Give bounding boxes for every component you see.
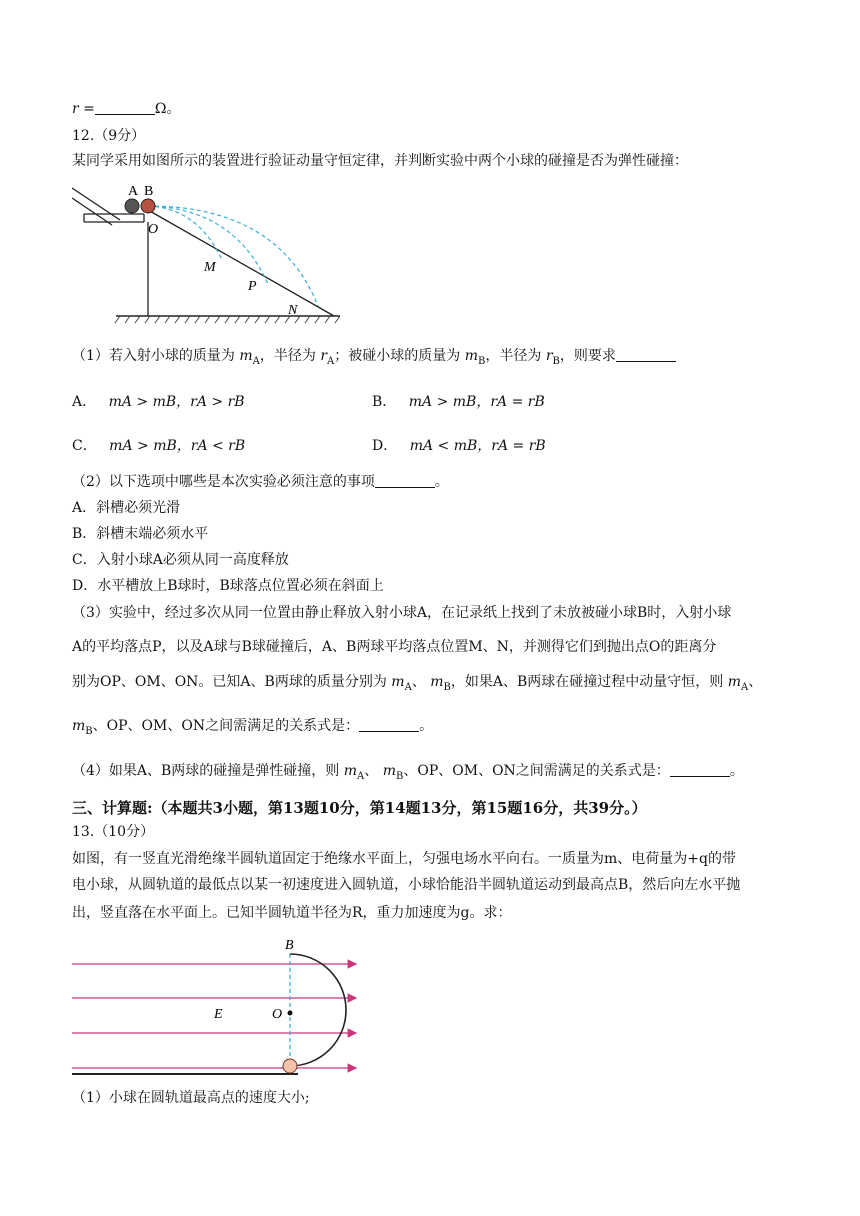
q12-part3-line4 [72, 716, 433, 742]
symbol-rA: $r_A$ [320, 348, 335, 367]
stem-text: ，如果A、B两球在碰撞过程中动量守恒，则 [450, 674, 724, 690]
symbol-rB: $r_B$ [545, 348, 560, 367]
q12-p2-option-c: C．入射小球A必须从同一高度释放 [72, 552, 289, 568]
symbol-mA: $m_A$ [391, 674, 412, 693]
stem-text: ；被碰小球的质量为 [334, 348, 461, 364]
stem-text: ，半径为 [259, 348, 316, 364]
q12-p1-option-a [72, 392, 245, 412]
section-3-title: 三、计算题:（本题共3小题，第13题10分，第14题13分，第15题16分，共39分。） [72, 799, 647, 817]
q13-sub1: （1）小球在圆轨道最高点的速度大小; [72, 1090, 310, 1106]
answer-blank [670, 762, 730, 777]
fig-label-E: E [214, 1007, 223, 1022]
stem-text: ，则要求 [559, 348, 616, 364]
fig-label-N: N [288, 303, 298, 318]
stem-text: 别为OP、OM、ON。已知A、B两球的质量分别为 [72, 674, 387, 690]
q12-part3-line3 [72, 672, 762, 698]
q12-intro: 某同学采用如图所示的装置进行验证动量守恒定律，并判断实验中两个小球的碰撞是否为弹性碰撞： [72, 153, 688, 169]
q12-part4 [72, 761, 744, 787]
q12-p2-option-b: B．斜槽末端必须水平 [72, 526, 209, 542]
symbol-mB: $m_B$ [382, 763, 404, 782]
fig-label-M: M [204, 260, 216, 275]
symbol-mB: $m_B$ [464, 348, 486, 367]
q12-part3-line1: （3）实验中，经过多次从同一位置由静止释放入射小球A，在记录纸上找到了未放被碰小球B时，入射小球 [72, 605, 732, 621]
q12-p2-option-d: D．水平槽放上B球时，B球落点位置必须在斜面上 [72, 578, 384, 594]
q12-p1-option-c [72, 436, 245, 456]
q11-answer-line [72, 99, 180, 119]
symbol-mA: $m_A$ [343, 763, 365, 782]
fig-label-O: O [272, 1007, 283, 1022]
q11-unit: Ω。 [154, 101, 181, 117]
stem-end: 。 [434, 474, 449, 490]
fig-label-B: B [144, 184, 154, 199]
q13-line1: 如图，有一竖直光滑绝缘半圆轨道固定于绝缘水平面上，匀强电场水平向右。一质量为m、电荷量为+q的带 [72, 851, 736, 867]
answer-blank [616, 347, 676, 362]
stem-text: （4）如果A、B两球的碰撞是弹性碰撞，则 [72, 763, 340, 779]
q13-line2: 电小球，从圆轨道的最低点以某一初速度进入圆轨道，小球恰能沿半圆轨道运动到最高点B，然后向左水平抛 [72, 877, 741, 893]
q13-line3: 出，竖直落在水平面上。已知半圆轨道半径为R，重力加速度为g。求： [72, 905, 512, 921]
stem-end: 。 [729, 763, 744, 779]
q11-lhs: r = [72, 101, 95, 117]
option-expr: mA > mB，rA > rB [108, 394, 245, 410]
option-expr: mA > mB，rA = rB [408, 394, 545, 410]
q12-header: 12.（9分） [72, 128, 146, 144]
option-label: C． [72, 438, 97, 454]
option-label: D． [372, 438, 398, 454]
symbol-mB: $m_B$ [430, 674, 451, 693]
stem-text: ，半径为 [485, 348, 542, 364]
stem-text: 、 [364, 763, 379, 779]
option-expr: mA > mB，rA < rB [109, 438, 246, 454]
symbol-mB: $m_B$ [72, 718, 93, 737]
answer-blank [359, 717, 419, 732]
q12-collision-apparatus-figure [72, 178, 352, 326]
q12-p1-option-d [372, 436, 546, 456]
q12-part3-line2: A的平均落点P，以及A球与B球碰撞后，A、B两球平均落点位置M、N，并测得它们到抛出点O的距离分 [72, 639, 717, 655]
fig-label-P: P [248, 279, 257, 294]
option-expr: mA < mB，rA = rB [409, 438, 546, 454]
option-label: B． [372, 394, 397, 410]
answer-blank [95, 100, 155, 115]
fig-label-O: O [148, 222, 159, 237]
fig-label-B: B [285, 938, 294, 953]
q12-part2-stem [72, 472, 449, 492]
symbol-mA: $m_A$ [239, 348, 260, 367]
answer-blank [375, 473, 435, 488]
option-label: A． [72, 394, 97, 410]
stem-text: 、OP、OM、ON之间需满足的关系式是： [403, 763, 670, 779]
q13-semicircle-track-figure [66, 934, 366, 1082]
q12-p1-option-b [372, 392, 545, 412]
q13-header: 13.（10分） [72, 824, 155, 840]
stem-text: 、 [748, 674, 763, 690]
stem-text: 、OP、OM、ON之间需满足的关系式是： [92, 718, 360, 734]
q12-p2-option-a: A．斜槽必须光滑 [72, 500, 181, 516]
stem-end: 。 [419, 718, 434, 734]
stem-text: （1）若入射小球的质量为 [72, 348, 235, 364]
stem-text: （2）以下选项中哪些是本次实验必须注意的事项 [72, 474, 375, 490]
symbol-mA: $m_A$ [727, 674, 749, 693]
q12-part1-stem [72, 346, 676, 372]
fig-label-A: A [128, 184, 139, 199]
stem-text: 、 [411, 674, 426, 690]
